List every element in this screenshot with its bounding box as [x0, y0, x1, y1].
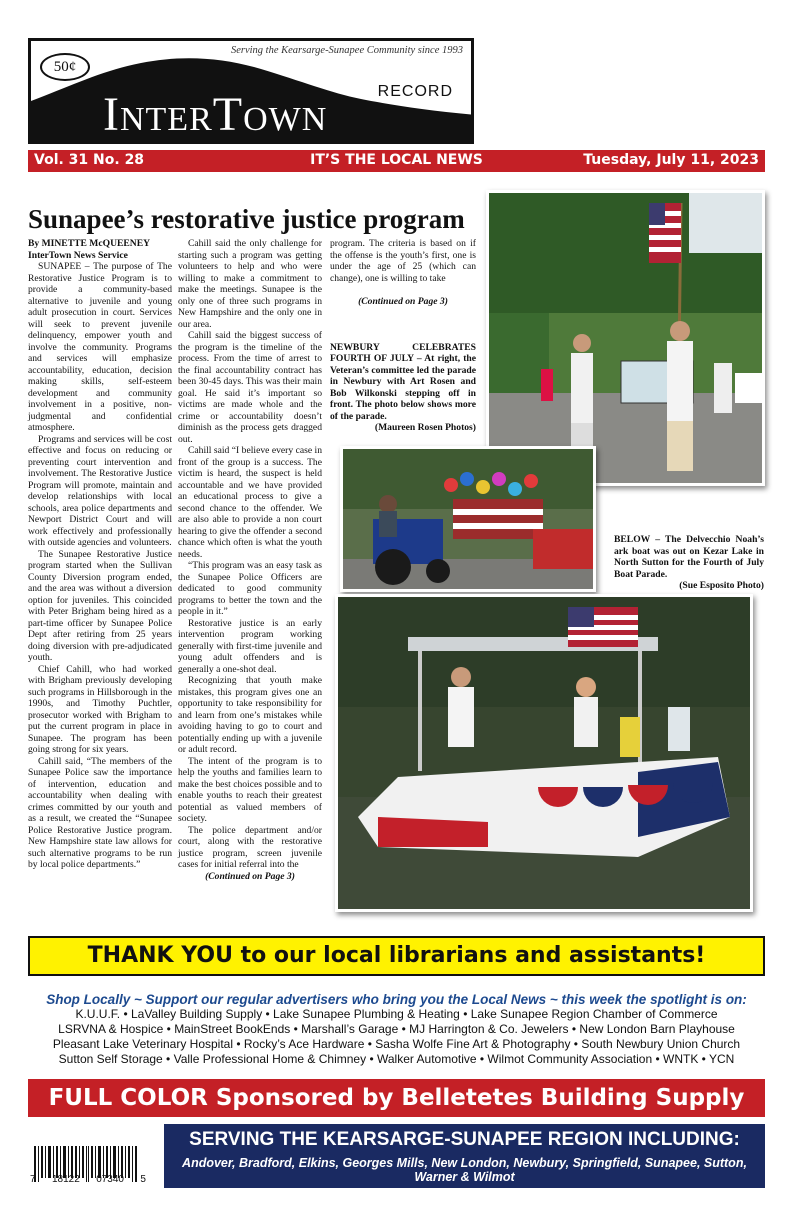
continued-link[interactable]: (Continued on Page 3) — [205, 870, 295, 882]
masthead — [28, 38, 474, 144]
article-column-1 — [28, 238, 172, 871]
newspaper-name-record: RECORD — [377, 83, 453, 100]
byline-author: By MINETTE McQUEENEY — [28, 238, 151, 249]
barcode-digit: 5 — [140, 1174, 146, 1185]
article-paragraph: Chief Cahill, who had worked with Brigham previously developing such programs in Hillsborough in the 1990s, and Timothy Puchtler, prosecutor worked with Brigham to put the current program in place in Sunapee. The program has been going strong for six years. — [28, 663, 172, 755]
article-paragraph: Cahill said “I believe every case in front of the group is a success. The victim is heard, the suspect is held accountable and we have provided an educational process to give a second chance to the offender. We are also able to provide a non court hearing to give the offender a second chance which often is what the youth needs. — [178, 445, 322, 560]
price-badge: 50¢ — [40, 53, 90, 81]
barcode-number — [30, 1174, 146, 1185]
barcode-digit: 18122 — [51, 1174, 80, 1185]
article-column-3 — [330, 238, 476, 434]
article-paragraph: SUNAPEE – The purpose of The Restorative Justice Program is to provide a community-based alternative to juvenile and young adult prosecution in court. Services will seek to prevent juvenile delinquency, empower youth and involve the community. Programs and services will emphasize accountability, education, decision making skills, self-esteem development and community involvement in a positive, non-judgmental and confidential atmosphere. — [28, 261, 172, 433]
article-paragraph: Cahill said the biggest success of the program is the timeline of the process. From the time of arrest to the final accountability contract has been 30-45 days. This was their main goal. He said it’s important so victims are made whole and the crime or accountability doesn’t diminish as the process gets dragged out. — [178, 330, 322, 445]
photo-caption-boat — [614, 534, 764, 592]
barcode-digit: 7 — [30, 1174, 36, 1185]
masthead-tagline: Serving the Kearsarge-Sunapee Community since 1993 — [230, 45, 463, 56]
article-paragraph: The Sunapee Restorative Justice program started when the Sullivan County Diversion program ended, and the area was without a diversion option for juveniles. This coincided with Peter Brigham being hired as a part-time officer by Sunapee Police Dept after retiring from 25 years doing diversion with pre-adjudicated youth. — [28, 548, 172, 663]
photo-credit-boat: (Sue Esposito Photo) — [679, 580, 764, 591]
photo-boat-parade — [335, 594, 753, 912]
article-column-2 — [178, 238, 322, 882]
serving-region-towns: Andover, Bradford, Elkins, Georges Mills, New London, Newbury, Springfield, Sunapee, Sutton, Warner & Wilmot — [182, 1156, 747, 1184]
photo-caption-boat-text: BELOW – The Delvecchio Noah’s ark boat was out on Kezar Lake in North Sutton for the Fourth of July Boat Parade. — [614, 534, 764, 580]
advertiser-line: Pleasant Lake Veterinary Hospital • Rocky’s Ace Hardware • Sasha Wolfe Fine Art & Photography • South Newbury Union Church — [52, 1037, 741, 1051]
advertiser-line: LSRVNA & Hospice • MainStreet BookEnds • Marshall’s Garage • MJ Harrington & Co. Jewelers • New London Barn Playhouse — [58, 1022, 735, 1036]
photo-parade-tractor — [340, 446, 596, 592]
advertiser-line: Sutton Self Storage • Valle Professional Home & Chimney • Walker Automotive • Wilmot Community Association • WNTK • YCN — [58, 1052, 735, 1066]
issue-slogan: IT’S THE LOCAL NEWS — [310, 152, 483, 168]
thank-you-banner: THANK YOU to our local librarians and assistants! — [28, 936, 765, 976]
article-headline: Sunapee’s restorative justice program — [28, 204, 465, 234]
article-paragraph: Cahill said, “The members of the Sunapee Police saw the importance of intervention, education and accountability when dealing with crimes committed by our youth and as a result, we created the “Sunapee Police Restorative Justice program. New Hampshire state law allows for such alternative programs to be run by local police departments.” — [28, 755, 172, 870]
issue-bar — [28, 150, 765, 172]
article-paragraph: Cahill said the only challenge for starting such a program was getting volunteers to help and who were willing to make a commitment to make the meetings. Sunapee is the only one of three such programs in New Hampshire and the only one in our area. — [178, 238, 322, 330]
article-paragraph: Programs and services will be cost effective and focus on reducing or preventing court intervention and involvement. The Restorative Justice Program will promote, maintain and develop relationships with local schools, area police departments and Newport District Court and will work effectively and professionally with outside agencies and volunteers. — [28, 433, 172, 548]
newspaper-name: InterTown — [103, 88, 328, 141]
byline-service: InterTown News Service — [28, 249, 128, 261]
article-paragraph: program. The criteria is based on if the offense is the youth’s first, one is under the age of 25 (which can change), one is willing to take — [330, 238, 476, 284]
article-paragraph: “This program was an easy task as the Sunapee Police Officers are dedicated to good community programs to better the town and the people in it.” — [178, 560, 322, 617]
shop-locally-title: Shop Locally ~ Support our regular advertisers who bring you the Local News ~ this week the spotlight is on: — [46, 992, 747, 1007]
photo-parade-veterans — [486, 190, 765, 486]
shop-locally-section — [28, 992, 765, 1067]
photo-caption-newbury: NEWBURY CELEBRATES FOURTH OF JULY – At right, the Veteran’s committee led the parade in Newbury with Art Rosen and Bob Wilkonski stepping off in front. The photo below shows more of the parade. — [330, 341, 476, 422]
serving-region-box — [164, 1124, 765, 1188]
sponsor-banner: FULL COLOR Sponsored by Belletetes Building Supply — [28, 1079, 765, 1117]
photo-credit-newbury: (Maureen Rosen Photos) — [374, 422, 476, 433]
serving-region-title: SERVING THE KEARSARGE-SUNAPEE REGION INCLUDING: — [189, 1129, 740, 1150]
barcode-digit: 07340 — [96, 1174, 124, 1185]
continued-link[interactable]: (Continued on Page 3) — [358, 296, 448, 307]
article-paragraph: The intent of the program is to help the youths and families learn to make the best choices possible and to enable youths to reach their greatest potential as valued members of society. — [178, 755, 322, 824]
issue-volume: Vol. 31 No. 28 — [34, 152, 145, 168]
issue-date: Tuesday, July 11, 2023 — [583, 152, 759, 168]
article-paragraph: The police department and/or court, along with the restorative justice program, screen juvenile cases for initial referral into the — [178, 824, 322, 870]
article-paragraph: Restorative justice is an early intervention program working generally with first-time juvenile and young adult offenders and is generally a one-shot deal. — [178, 617, 322, 675]
advertiser-line: K.U.U.F. • LaValley Building Supply • Lake Sunapee Plumbing & Heating • Lake Sunapee Region Chamber of Commerce — [75, 1007, 718, 1021]
article-paragraph: Recognizing that youth make mistakes, this program gives one an opportunity to take responsibility for and learn from one’s mistakes while avoiding having to go to court and potentially ending up with a juvenile or adult record. — [178, 675, 322, 755]
